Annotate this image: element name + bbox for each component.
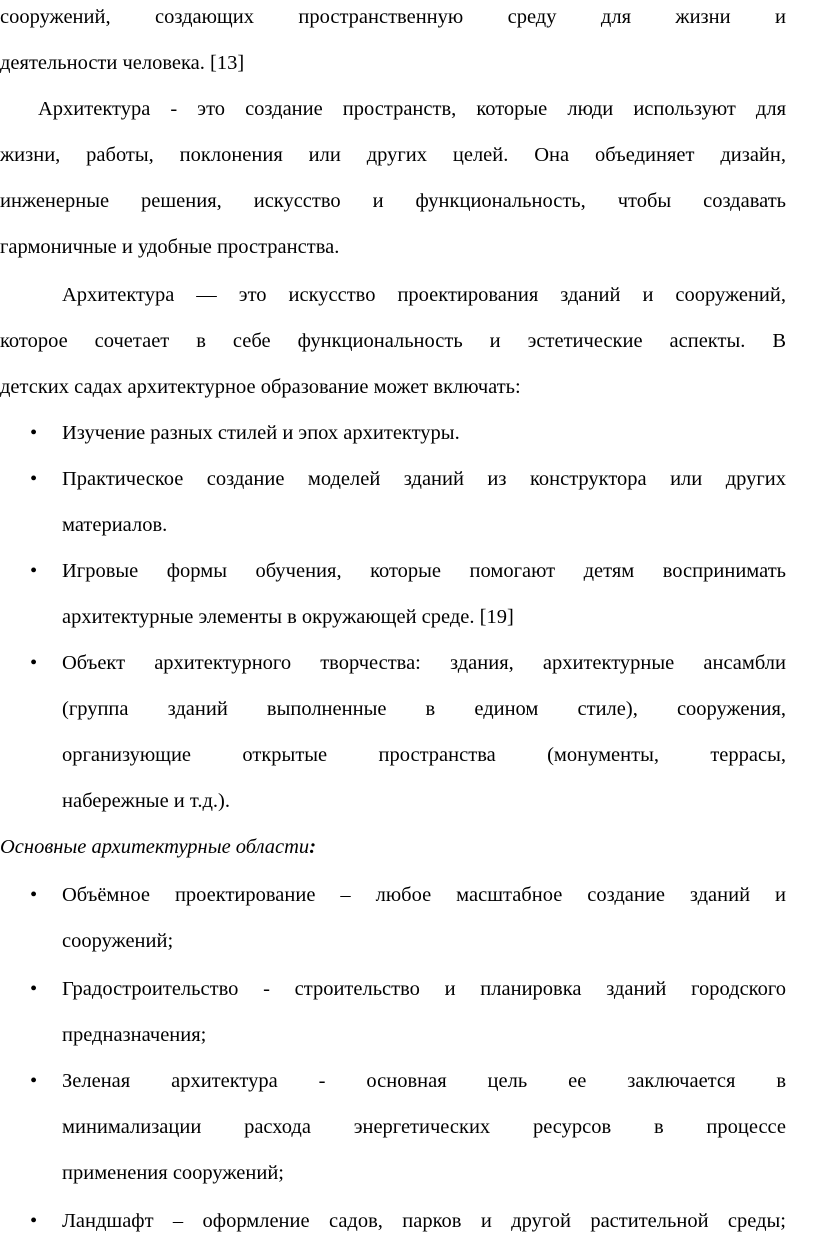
intro-line-1: сооружений, создающих пространственную среду для жизни и	[0, 6, 786, 28]
bullet-icon: •	[30, 422, 38, 444]
section-heading-colon: :	[309, 836, 317, 858]
para1-line-3: инженерные решения, искусство и функциональность, чтобы создавать	[0, 190, 786, 212]
para1-line-1: Архитектура - это создание пространств, которые люди используют для	[38, 98, 786, 120]
para2-line-3: детских садах архитектурное образование может включать:	[0, 376, 521, 398]
list1-item4-line-1: Объект архитектурного творчества: здания, архитектурные ансамбли	[62, 652, 786, 674]
para1-line-4: гармоничные и удобные пространства.	[0, 236, 340, 258]
para2-line-2: которое сочетает в себе функциональность и эстетические аспекты. В	[0, 330, 786, 352]
intro-line-2: деятельности человека. [13]	[0, 52, 245, 74]
list1-item2-line-2: материалов.	[62, 514, 168, 536]
list1-item2-line-1: Практическое создание моделей зданий из конструктора или других	[62, 468, 786, 490]
section-heading	[0, 832, 786, 862]
list1-item1-line-1: Изучение разных стилей и эпох архитектуры.	[62, 422, 460, 444]
list1-item4-line-4: набережные и т.д.).	[62, 790, 230, 812]
list1-item3-line-1: Игровые формы обучения, которые помогают детям воспринимать	[62, 560, 786, 582]
para1-line-2: жизни, работы, поклонения или других целей. Она объединяет дизайн,	[0, 144, 786, 166]
para2-line-1: Архитектура — это искусство проектирования зданий и сооружений,	[62, 284, 786, 306]
list2-item1-line-1: Объёмное проектирование – любое масштабное создание зданий и	[62, 884, 786, 906]
list2-item4-line-1: Ландшафт – оформление садов, парков и другой растительной среды;	[62, 1210, 786, 1232]
list2-item2-line-1: Градостроительство - строительство и планировка зданий городского	[62, 978, 786, 1000]
list2-item3-line-1: Зеленая архитектура - основная цель ее заключается в	[62, 1070, 786, 1092]
bullet-icon: •	[30, 560, 38, 582]
list2-item1-line-2: сооружений;	[62, 930, 174, 952]
list2-item2-line-2: предназначения;	[62, 1024, 207, 1046]
bullet-icon: •	[30, 978, 38, 1000]
bullet-icon: •	[30, 1070, 38, 1092]
section-heading-text: Основные архитектурные области	[0, 836, 310, 858]
list1-item4-line-2: (группа зданий выполненные в едином стиле), сооружения,	[62, 698, 786, 720]
list1-item4-line-3: организующие открытые пространства (монументы, террасы,	[62, 744, 786, 766]
list1-item3-line-2: архитектурные элементы в окружающей среде. [19]	[62, 606, 514, 628]
bullet-icon: •	[30, 468, 38, 490]
list2-item3-line-2: минимализации расхода энергетических ресурсов в процессе	[62, 1116, 786, 1138]
bullet-icon: •	[30, 884, 38, 906]
bullet-icon: •	[30, 1210, 38, 1232]
bullet-icon: •	[30, 652, 38, 674]
list2-item3-line-3: применения сооружений;	[62, 1162, 284, 1184]
